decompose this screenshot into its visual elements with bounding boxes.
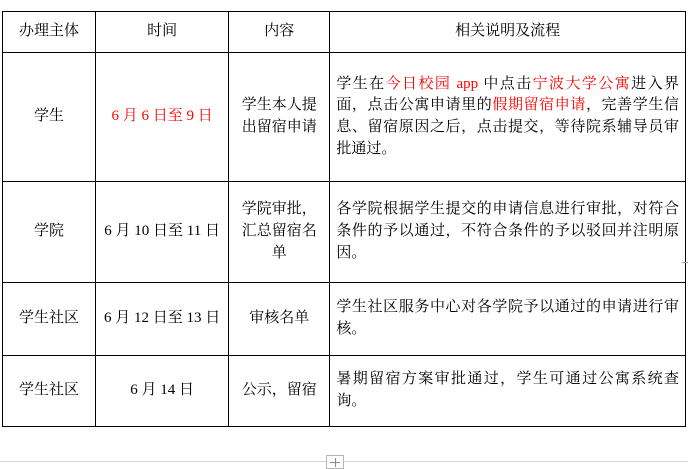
- cell-detail: [330, 283, 686, 356]
- detail-text: 各学院根据学生提交的申请信息进行审批，对符合条件的予以通过，不符合条件的予以驳回并注明原因。: [336, 201, 679, 261]
- table-row: [3, 283, 686, 356]
- table-header-row: [3, 12, 686, 53]
- cell-content: 公示，留宿: [229, 356, 330, 427]
- cell-subject: 学生社区: [3, 356, 96, 427]
- table-row: [3, 53, 686, 182]
- page-bottom-rule: [0, 461, 688, 462]
- cell-subject: 学生: [3, 53, 96, 182]
- cell-time: 6 月 6 日至 9 日: [95, 53, 228, 182]
- insert-row-button[interactable]: [326, 455, 344, 469]
- page-edge-mark: [682, 262, 688, 263]
- cell-subject: 学生社区: [3, 283, 96, 356]
- cell-content: 学生本人提出留宿申请: [229, 53, 330, 182]
- cell-content: 学院审批，汇总留宿名单: [229, 182, 330, 283]
- cell-time: 6 月 10 日至 11 日: [95, 182, 228, 283]
- detail-text: 学生社区服务中心对各学院予以通过的申请进行审核。: [336, 299, 679, 337]
- cell-time: 6 月 12 日至 13 日: [95, 283, 228, 356]
- table-row: [3, 182, 686, 283]
- cell-content: 审核名单: [229, 283, 330, 356]
- column-header-content: 内容: [229, 12, 330, 53]
- cell-subject: 学院: [3, 182, 96, 283]
- column-header-detail: 相关说明及流程: [330, 12, 686, 53]
- column-header-time: 时间: [95, 12, 228, 53]
- table-row: [3, 356, 686, 427]
- cell-detail: [330, 53, 686, 182]
- cell-detail: [330, 356, 686, 427]
- column-header-subject: 办理主体: [3, 12, 96, 53]
- detail-text: 暑期留宿方案审批通过，学生可通过公寓系统查询。: [336, 371, 679, 409]
- detail-text: 学生在今日校园 app 中点击宁波大学公寓进入界面，点击公寓申请里的假期留宿申请，完善学生信息、留宿原因之后，点击提交，等待院系辅导员审批通过。: [336, 75, 679, 157]
- schedule-table: [2, 11, 686, 427]
- cell-detail: [330, 182, 686, 283]
- cell-time: 6 月 14 日: [95, 356, 228, 427]
